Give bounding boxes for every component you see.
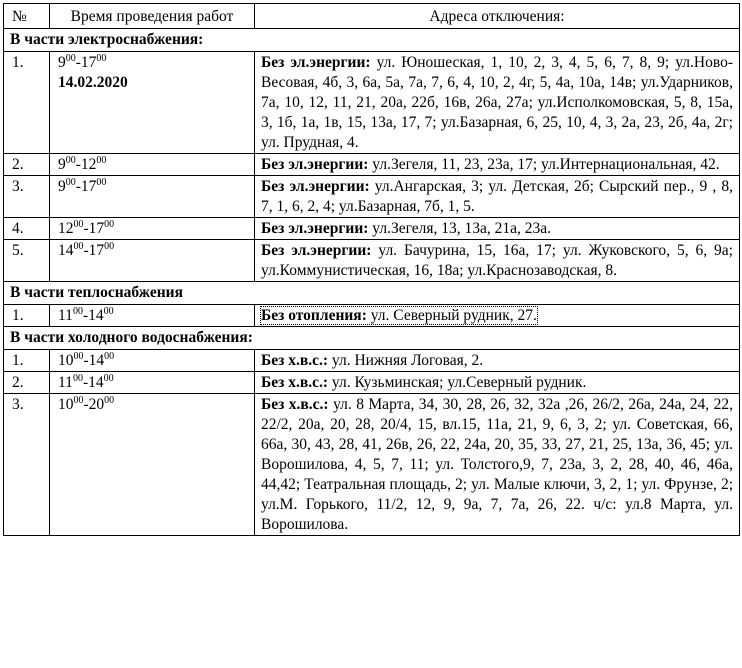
row-number: 2.: [4, 154, 50, 176]
start-hour: 9: [58, 156, 66, 173]
table-row: [4, 176, 740, 218]
time-cell: [50, 350, 255, 372]
address-list: ул. Нижняя Логовая, 2.: [328, 352, 484, 369]
outage-type-label: Без х.в.с.:: [261, 396, 329, 413]
start-minutes: 00: [73, 241, 84, 252]
table-row: [4, 154, 740, 176]
end-hour: 17: [80, 54, 97, 71]
section-header-row: [4, 29, 740, 52]
end-minutes: 00: [96, 155, 107, 166]
time-dash: -: [83, 352, 89, 369]
outage-type-label: Без отопления:: [261, 307, 367, 324]
time-dash: -: [75, 54, 81, 71]
start-minutes: 00: [72, 306, 83, 317]
row-number: 3.: [4, 394, 50, 536]
address-content: [261, 352, 483, 369]
row-number: 1.: [4, 52, 50, 154]
outage-type-label: Без эл.энергии:: [261, 178, 370, 195]
header-row: [4, 4, 740, 29]
start-minutes: 00: [65, 177, 76, 188]
row-number: 4.: [4, 218, 50, 240]
time-cell: [50, 240, 255, 282]
row-number: 3.: [4, 176, 50, 218]
header-time: Время проведения работ: [50, 4, 255, 29]
end-minutes: 00: [104, 395, 115, 406]
start-minutes: 00: [65, 155, 76, 166]
time-cell: [50, 305, 255, 327]
start-hour: 12: [58, 220, 74, 237]
address-list: ул. Юношеская, 1, 10, 2, 3, 4, 5, 6, 7, 8, 9; ул.Ново-Весовая, 4б, 3, 6а, 5а, 7а, 7, 6, 4, 10, 2, 4г, 5, 4а, 10а, 14в; ул.Ударников, 7а, 10, 12, 11, 21, 20а, 22б, 16в, 26а, 27а; ул.Исполкомовская, 5, 8, 15а, 3, 1б, 1а, 1в, 15, 13а, 17, 7; ул.Базарная, 6, 25, 10, 4, 3, 2а, 23, 2б, 4а, 2г; ул. Прудная, 4.: [261, 54, 733, 151]
address-content: [261, 178, 733, 215]
start-hour: 9: [58, 54, 66, 71]
outage-table: [3, 3, 740, 536]
section-header-row: [4, 327, 740, 350]
outage-type-label: Без эл.энергии:: [261, 156, 369, 173]
address-cell: [255, 350, 740, 372]
work-date: 14.02.2020: [58, 74, 128, 91]
row-number: 1.: [4, 350, 50, 372]
table-row: [4, 240, 740, 282]
outage-type-label: Без эл.энергии:: [261, 220, 369, 237]
address-list: ул.Зегеля, 13, 13а, 21а, 23а.: [368, 220, 552, 237]
end-minutes: 00: [104, 351, 115, 362]
time-cell: [50, 218, 255, 240]
end-hour: 14: [88, 352, 105, 369]
address-content: [261, 307, 537, 324]
address-content: [261, 374, 586, 391]
end-hour: 17: [88, 220, 105, 237]
row-number: 2.: [4, 372, 50, 394]
time-cell: [50, 394, 255, 536]
table-row: [4, 372, 740, 394]
start-hour: 11: [58, 307, 73, 324]
end-minutes: 00: [96, 53, 107, 64]
end-hour: 14: [88, 307, 104, 324]
time-dash: -: [82, 307, 89, 324]
end-minutes: 00: [103, 373, 114, 384]
outage-type-label: Без х.в.с.:: [261, 374, 329, 391]
address-cell: [255, 176, 740, 218]
time-cell: [50, 52, 255, 154]
end-hour: 20: [88, 396, 105, 413]
start-hour: 10: [58, 352, 74, 369]
address-cell: [255, 305, 740, 327]
time-dash: -: [75, 156, 81, 173]
address-content: [261, 242, 733, 279]
address-list: ул.Зегеля, 11, 23, 23а, 17; ул.Интернациональная, 42.: [368, 156, 720, 173]
address-list: ул. Бачурина, 15, 16а, 17; ул. Жуковского, 5, 6, 9а; ул.Коммунистическая, 16, 18а; ул.Краснозаводская, 8.: [261, 242, 733, 279]
time-dash: -: [82, 374, 89, 391]
row-number: 5.: [4, 240, 50, 282]
time-dash: -: [83, 242, 89, 259]
section-title: В части теплоснабжения: [4, 282, 740, 305]
outage-type-label: Без х.в.с.:: [261, 352, 329, 369]
end-minutes: 00: [104, 219, 115, 230]
address-content: [261, 396, 733, 533]
address-content: [261, 156, 720, 173]
table-row: [4, 305, 740, 327]
time-dash: -: [83, 220, 89, 237]
time-cell: [50, 176, 255, 218]
outage-type-label: Без эл.энергии:: [261, 242, 372, 259]
address-list: ул. 8 Марта, 34, 30, 28, 26, 32, 32а ,26, 26/2, 26а, 24а, 24, 22, 22/2, 20а, 20, 28, 20/4, 15, вл.15, 11а, 21, 9, 6, 3, 2; ул. Советская, 66, 66а, 30, 43, 28, 41, 26в, 26, 22, 24а, 20, 35, 33, 27, 21, 25, 13а, 36, 45; ул. Ворошилова, 4, 5, 7, 11; ул. Толстого,9, 7, 23а, 3, 2, 28, 40, 46, 46а, 44,42; Театральная площадь, 2; ул. Малые ключи, 3, 2, 1; ул. Фрунзе, 2; ул.М. Горького, 11/2, 12, 9, 9а, 7, 7а, 26, 22. ч/с: ул.8 Марта, ул. Ворошилова.: [261, 396, 733, 533]
section-header-row: [4, 282, 740, 305]
address-list: ул. Кузьминская; ул.Северный рудник.: [328, 374, 587, 391]
end-minutes: 00: [103, 306, 114, 317]
header-number: №: [4, 4, 50, 29]
time-cell: [50, 372, 255, 394]
end-minutes: 00: [96, 177, 107, 188]
time-dash: -: [75, 178, 81, 195]
address-list: ул.Ангарская, 3; ул. Детская, 2б; Сырский пер., 9 , 8, 7, 1, 6, 2, 4; ул.Базарная, 7б, 1, 5.: [261, 178, 733, 215]
start-hour: 9: [58, 178, 66, 195]
start-hour: 14: [58, 242, 74, 259]
start-minutes: 00: [73, 219, 84, 230]
row-number: 1.: [4, 305, 50, 327]
start-minutes: 00: [73, 351, 84, 362]
time-dash: -: [83, 396, 89, 413]
address-cell: [255, 218, 740, 240]
end-hour: 17: [88, 242, 105, 259]
address-content: [261, 220, 551, 237]
section-title: В части холодного водоснабжения:: [4, 327, 740, 350]
start-hour: 10: [58, 396, 74, 413]
address-list: ул. Северный рудник, 27.: [366, 307, 537, 324]
time-cell: [50, 154, 255, 176]
end-hour: 14: [88, 374, 104, 391]
header-addresses: Адреса отключения:: [255, 4, 740, 29]
outage-type-label: Без эл.энергии:: [261, 54, 371, 71]
section-title: В части электроснабжения:: [4, 29, 740, 52]
table-row: [4, 394, 740, 536]
end-minutes: 00: [104, 241, 115, 252]
address-cell: [255, 154, 740, 176]
table-row: [4, 52, 740, 154]
start-minutes: 00: [72, 373, 83, 384]
start-hour: 11: [58, 374, 73, 391]
table-row: [4, 350, 740, 372]
start-minutes: 00: [65, 53, 76, 64]
start-minutes: 00: [73, 395, 84, 406]
table-row: [4, 218, 740, 240]
address-cell: [255, 372, 740, 394]
end-hour: 12: [80, 156, 97, 173]
end-hour: 17: [80, 178, 97, 195]
address-content: [261, 54, 733, 151]
address-cell: [255, 240, 740, 282]
table-body: [4, 29, 740, 536]
address-cell: [255, 52, 740, 154]
address-cell: [255, 394, 740, 536]
